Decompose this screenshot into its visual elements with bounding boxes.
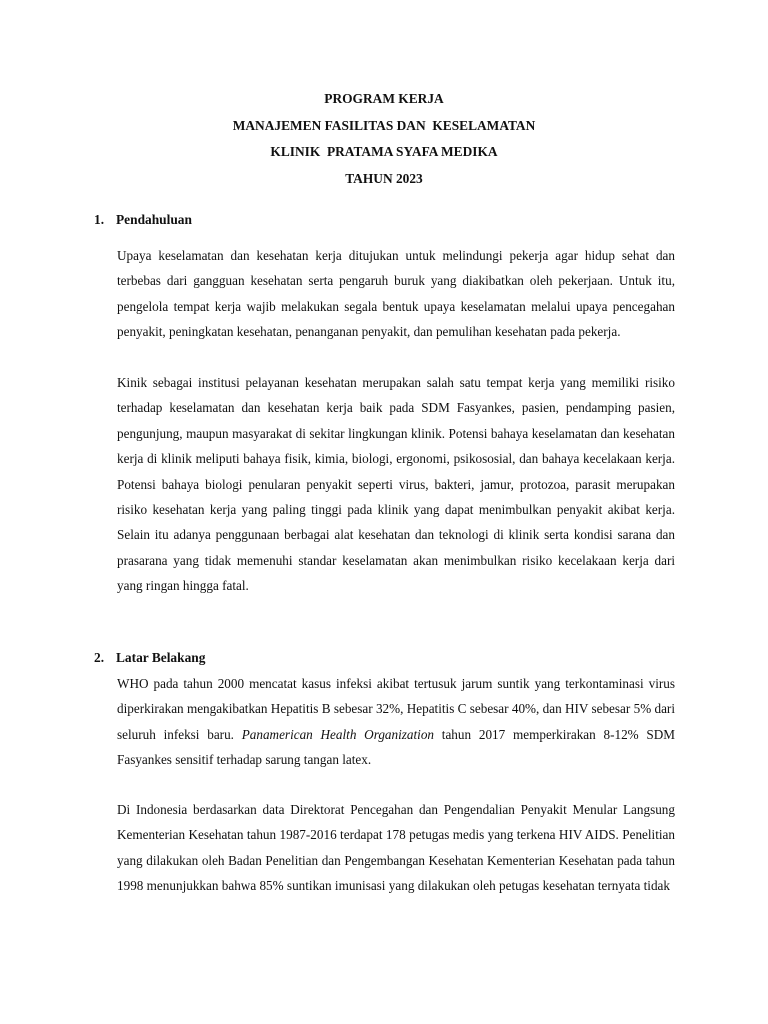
paragraph-latar-belakang-1: [117, 671, 675, 773]
organization-name: Panamerican Health Organization: [241, 726, 435, 742]
section-number: 1.: [94, 212, 105, 227]
title-line-klinik: KLINIK PRATAMA SYAFA MEDIKA: [270, 144, 498, 159]
section-heading-pendahuluan: [94, 212, 192, 228]
paragraph-latar-belakang-2: Di Indonesia berdasarkan data Direktorat Pencegahan dan Pengendalian Penyakit Menular Langsung Kementerian Kesehatan tahun 1987-2016 terdapat 178 petugas medis yang terkena HIV AIDS. Penelitian yang dilakukan oleh Badan Penelitian dan Pengembangan Kesehatan Kementerian Kesehatan pada tahun 1998 menunjukkan bahwa 85% suntikan imunisasi yang dilakukan oleh petugas kesehatan ternyata tidak: [117, 802, 675, 894]
document-title: [0, 86, 768, 192]
title-line-program: PROGRAM KERJA: [324, 91, 444, 106]
title-line-tahun: TAHUN 2023: [345, 170, 423, 186]
title-line-manajemen: MANAJEMEN FASILITAS DAN KESELAMATAN: [232, 117, 536, 133]
section-title: Pendahuluan: [116, 212, 192, 227]
section-title: Latar Belakang: [116, 650, 206, 665]
paragraph-text: tahun 2017 memperkirakan 8-12% SDM Fasyankes sensitif terhadap sarung tangan latex.: [117, 726, 675, 768]
section-heading-latar-belakang: [94, 650, 205, 666]
paragraph-text: WHO pada tahun 2000 mencatat kasus infeksi akibat tertusuk jarum suntik yang terkontaminasi virus diperkirakan mengakibatkan Hepatitis B sebesar 32%, Hepatitis C sebesar 40%, dan HIV sebesar 5% dari seluruh infeksi baru.: [117, 676, 675, 742]
section-number: 2.: [94, 650, 105, 665]
paragraph-pendahuluan-1: Upaya keselamatan dan kesehatan kerja ditujukan untuk melindungi pekerja agar hidup sehat dan terbebas dari gangguan kesehatan serta pengaruh buruk yang diakibatkan oleh pekerjaan. Untuk itu, pengelola tempat kerja wajib melakukan segala bentuk upaya keselamatan melalui upaya pencegahan penyakit, peningkatan kesehatan, penanganan penyakit, dan pemulihan kesehatan pada pekerja.: [117, 248, 675, 340]
paragraph-pendahuluan-2: Kinik sebagai institusi pelayanan kesehatan merupakan salah satu tempat kerja yang memiliki risiko terhadap keselamatan dan kesehatan kerja baik pada SDM Fasyankes, pasien, pendamping pasien, pengunjung, maupun masyarakat di sekitar lingkungan klinik. Potensi bahaya keselamatan dan kesehatan kerja di klinik meliputi bahaya fisik, kimia, biologi, ergonomi, psikososial, dan bahaya kecelakaan kerja. Potensi bahaya biologi penularan penyakit seperti virus, bakteri, jamur, protozoa, parasit merupakan risiko kesehatan kerja yang paling tinggi pada klinik yang dapat menimbulkan penyakit akibat kerja. Selain itu adanya penggunaan berbagai alat kesehatan dan teknologi di klinik serta kondisi sarana dan prasarana yang tidak memenuhi standar keselamatan akan menimbulkan risiko kecelakaan kerja dari yang ringan hingga fatal.: [117, 375, 675, 594]
